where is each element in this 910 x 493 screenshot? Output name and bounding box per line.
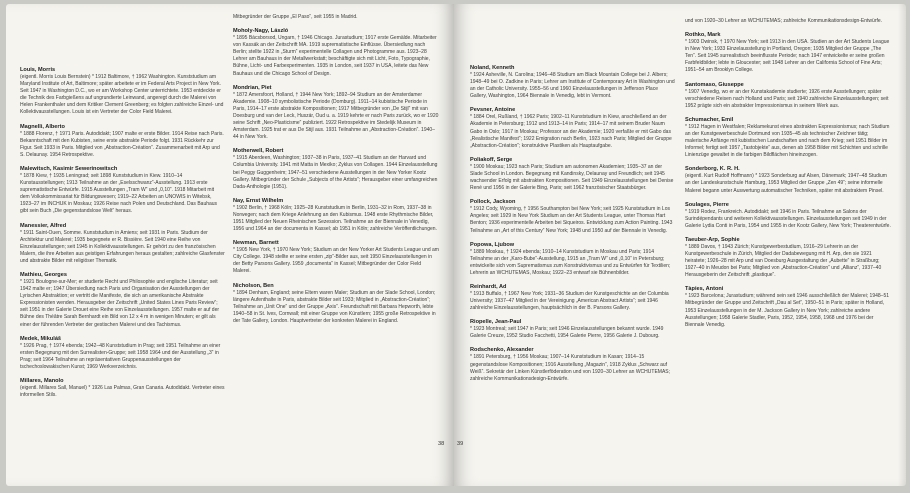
entry-text: * 1900 Moskau; 1923 nach Paris; Studium am autonomen Akademien; 1935–37 an der Slade School in London. Begegnung mit Kandinsky, Delaunay und Freundlich; seit 1945 wachsender Erfolg mit abstrakten Kompositionen. Seit 1949 Einzelausstellungen bei Denise René und 1956 in der Galerie Bing, Paris; seit 1962 französischer Staatsbürger. (470, 163, 674, 192)
entry-name: Taeuber-Arp, Sophie (685, 236, 740, 243)
book-spread (6, 4, 906, 486)
entry-text: * 1889 Moskau, † 1924 ebenda; 1910–14 Kunststudium in Moskau und Paris; 1914 Teilnahme an der „Karo-Bube“-Ausstellung, 1915 an „Tram W“ und „0,10“ in Petersburg; entwickelte sich vom Suprematismus zum Konstruktivismus und zu Entwürfen für Textilien; Lehrerin an WCHUTEMAS, Moskau; 1922–23 entwarf sie Bühnenbilder. (470, 248, 671, 276)
entry (20, 335, 225, 371)
entry-text: * 1902 Berlin, † 1968 Köln; 1925–28 Kunststudium in Berlin, 1931–32 in Rom, 1937–38 in Norwegen; nach dem Kriege Anlehnung an den Kubismus. 1948 erste Rhythmische Bilder, 1951 Mitglied der Neuen Rheinischen Sezession. Teilnahme an der Biennale in Venedig, 1956 und 1964 an der documenta in Kassel; ab 1951 in Köln; zahlreiche Veröffentlichungen. (233, 204, 437, 233)
entry-name: Malewitsch, Kasimir Sewerinowitsch (20, 165, 118, 172)
entry-text: und von 1920–30 Lehrer an WCHUTEMAS; zahlreiche Kommunikationsdesign-Entwürfe. (685, 18, 883, 24)
entry-text: * 1894 Denham, England; seine Eltern waren Maler; Studium an der Slade School, London; längere Aufenthalte in Paris, abstrakte Bilder seit 1933; Mitglied in „Abstraction-Création“; Teilnahme an „Unit One“ und der Gruppe „Axis“. Freundschaft mit Barbara Hepworth, lebte 1940–58 in St. Ives, Cornwall; mit einer Gruppe von Künstlern; 1955 große Retrospektive in der Tate Gallery, London. Hauptvertreter der konkreten Malerei in England. (233, 289, 436, 324)
entry (233, 27, 439, 78)
entry-text: * 1884 Orel, Rußland, † 1962 Paris; 1902–11 Kunststudium in Kiew, anschließend an der Akademie in Petersburg; 1912 und 1913–14 in Paris; 1914–17 mit seinem Bruder Naum Gabo in Oslo; 1917 in Moskau; Professor an der Akademie; 1920 verfaßte er mit Gabo das „Realistische Manifest“; 1922 Emigration nach Berlin, 1923 nach Paris; Mitglied der Gruppe „Abstraction-Création“; konstruktive Plastiken als Hauptaufgabe. (470, 114, 672, 149)
entry-name: Soulages, Pierre (685, 201, 729, 208)
page-number-left: 38 (438, 441, 445, 447)
entry-text: * 1888 Florenz, † 1971 Paris. Autodidakt; 1907 malte er erste Bilder. 1914 Reise nach Paris. Bekanntschaft mit den Kubisten, seine erste abstrakte Periode folgt. 1931 Rückkehr zur Figur. Seit 1933 in Paris. Mitglied von „Abstraction-Création“. Zusammenarbeit mit Arp und S. Delaunay. 1954 Retrospektive. (20, 130, 224, 158)
entry-name: Moholy-Nagy, László (233, 28, 289, 35)
entry-name: Pevsner, Antoine (470, 107, 516, 114)
entry-text: * 1912 Hagen in Westfalen; Reklamekunst eines abstrakten Expressionismus; nach Studium an der Kunstgewerbeschule Dortmund von 1935–45 als technischer Zeichner tätig; malerische Anfänge mit kubistischen Landschaften und nach dem Krieg; seit 1951 Bilder im Informel; fertigt seit 1957 „Tastobjekte“ aus, denen ab 1958 Bilder mit Schichten und schrille Linienzüge gewaltet in die farbigen Bildflächen hineinzogen. (685, 123, 890, 159)
entry (685, 236, 892, 279)
entry (685, 81, 892, 110)
entry (20, 123, 225, 159)
entry-name: Motherwell, Robert (233, 148, 284, 155)
text-column-1 (20, 66, 225, 486)
entry-text: * 1923 Barcelona; Jurastudium; während sein seit 1946 ausschließlich der Malerei; 1948–51 Mitbegründer der Gruppe und Zeitschrift „Dau al Set“, 1950–51 in Paris; später in Holland, 1953 Einzelausstellungen in der M. Jackson Gallery in New York; zahlreiche andere Ausstellungen; 1958 Galerie Stadler, Paris, 1952, 1954, 1958, 1968 und 1976 bei der Biennale Venedig. (685, 293, 890, 328)
entry-name: Schumacher, Emil (685, 116, 734, 123)
entry-text: * 1923 Montreal; seit 1947 in Paris; seit 1946 Einzelausstellungen bekannt wurde. 1949 Galerie Creuze, 1952 Studio Facchetti, 1954 Galerie Pierre, 1956 Galerie J. Dubourg. (470, 326, 664, 340)
entry (20, 377, 225, 399)
entry-name: Noland, Kenneth (470, 65, 515, 71)
entry (233, 239, 439, 275)
text-column-2 (233, 14, 439, 486)
entry (233, 14, 439, 21)
entry-name: Mondrian, Piet (233, 84, 272, 91)
entry-name: Rothko, Mark (685, 32, 721, 39)
entry-text: * 1913 Buffalo, † 1967 New York; 1931–36 Studium der Kunstgeschichte an der Columbia University; 1937–47 Mitglied in der Vereinigung „American Abstract Artists“; seit 1946 zahlreiche Einzelausstellungen, hauptsächlich in der B. Parsons Gallery. (470, 290, 669, 312)
entry-text: (eigentl. Morris Louis Bernstein) * 1912 Baltimore, † 1962 Washington. Kunststudium am Maryland Institute of Art, Baltimore; später arbeitete er im Federal Arts Project in New York. Seit 1947 in Washington D.C., wo er am Workshop Center unterrichtete. 1953 entdeckte er die Technik des Farbgießens auf ungrundierte Leinwand, angeregt durch die Malerei von Helen Frankenthaler und dem Kritiker Clement Greenberg; es folgten zahlreiche Einzel- und Kollektivausstellungen. Louis ist ein Vertreter der Color Field Malerei. (20, 74, 224, 116)
entry (233, 282, 439, 325)
entry-name: Magnelli, Alberto (20, 123, 65, 130)
entry-name: Poliakoff, Serge (470, 156, 513, 163)
entry-text: * 1872 Amersfoort, Holland, † 1944 New York; 1892–94 Studium an der Amsterdamer Akademie. 1908–10 symbolistische Periode (Domburg). 1911–14 kubistische Periode in Paris, 1914–17 erste abstrakte Kompositionen; 1917 Mitbegründer von „De Stijl“ mit van Doesburg und van der Leck, Huszár, Oud u. a. 1919 kehrte er nach Paris zurück, wo er 1920 seine Schrift „Neo-Plasticisme“ publiziert. 1922 Retrospektive im Stedelijk Museum in Amsterdam. 1925 trat er aus De Stijl aus. 1931 Teilnahme an „Abstraction-Création“. 1940–44 in New York. (233, 91, 439, 141)
entry-name: Tàpies, Antoni (685, 286, 724, 293)
entry-text: * 1903 Dwinsk, † 1970 New York; seit 1913 in den USA. Studien an der Art Students League in New York; 1933 Einzelausstellung in Portland, Oregon; 1935 Mitglied der Gruppe „The Ten“. Seit 1945 surrealistisch beeinflusste Periode; nach 1947 entwickelte er seine großen Farbfeldbilder; lebte in Gloucester; seit 1948 Lehrer an der California School of Fine Arts; 1951–54 am Brooklyn College. (685, 39, 890, 74)
right-page (454, 4, 906, 486)
entry (470, 156, 676, 192)
entry-text: (eigentl. Millares Sall, Manuel) * 1926 Las Palmas, Gran Canaria. Autodidakt. Vertreter eines informellen Stils. (20, 385, 225, 399)
entry-text: * 1907 Venedig, wo er an der Kunstakademie studierte; 1926 erste Ausstellungen; später verschiedene Reisen nach Holland und Paris; seit 1940 zahlreiche Einzelausstellungen; seit 1952 prägte sich ein abstrakter Impressionismus in seinem Werk aus. (685, 88, 889, 109)
entry-text: * 1889 Davos, † 1943 Zürich; Kunstgewerbestudium, 1916–29 Lehrerin an der Kunstgewerbeschule in Zürich, Mitglied der Dadabewegung mit H. Arp, den sie 1921 heiratete; 1926–28 mit Arp und van Doesburg Ausgestaltung der „Aubette“ in Straßburg; 1927–40 in Meudon bei Paris; Mitglied von „Abstraction-Création“ und „Allianz“, 1937–40 Herausgeberin der Zeitschrift „plastique“. (685, 243, 882, 279)
entry (685, 31, 892, 74)
entry-name: Nicholson, Ben (233, 282, 274, 289)
entry (470, 198, 676, 234)
entry-text: * 1919 Rodez, Frankreich. Autodidakt; seit 1946 in Paris. Teilnahme an Salons der Surindépendants und weiteren Kollektivausstellungen. Einzelausstellungen seit 1949 in der Galerie Lydia Conti in Paris, 1954 und 1955 in der Kootz Gallery, New York; Theaterentwürfe. (685, 208, 891, 229)
entry-name: Manessier, Alfred (20, 222, 67, 229)
entry-name: Rodschenko, Alexander (470, 347, 534, 354)
entry (685, 285, 892, 328)
entry-name: Sonderborg, K. R. H. (685, 166, 740, 173)
entry-text: * 1905 New York, † 1970 New York; Studium an der New Yorker Art Students League und am City College. 1948 stellte er seine ersten „zip“-Bilder aus, seit 1950 Einzelausstellungen in der Betty Parsons Gallery. 1959 „documenta“ in Kassel; Mitbegründer der Color Field Malerei. (233, 247, 439, 275)
entry (20, 66, 225, 117)
entry-name: Riopelle, Jean-Paul (470, 319, 522, 326)
entry-name: Santomaso, Giuseppe (685, 81, 744, 88)
entry-text: * 1911 Saint-Ouen, Somme. Kunststudium in Amiens; seit 1931 in Paris. Studium der Architektur und Malerei; 1935 begegnete er R. Bissière. Seit 1940 eine Reihe von Einzelausstellungen; seit 1945 in Kollektivausstellungen. Er gehört zu den französischen Malern, die ihre Arbeiten aus geistigen Erfahrungen heraus gestalten; zahlreiche Glasfenster und abstrakte Bilder mit religiöser Thematik. (20, 229, 225, 264)
entry (685, 201, 892, 230)
entry (470, 283, 676, 312)
entry-text: * 1895 Bácsborsod, Ungarn, † 1946 Chicago. Jurastudium; 1917 erste Gemälde. Mitarbeiter von Kassák an der Zeitschrift MA. 1919 suprematistische Einflüsse. Übersiedlung nach Berlin; stellte 1922 in „Sturm“ experimentelle Collagen und Photogramme aus. 1923–28 Lehrer am Bauhaus in der Metallwerkstatt; beschäftigte sich mit Licht, Foto, Typographie, Bühne, Licht- und Farbexperimenten. 1935 in London, seit 1937 in USA, leitete das New Bauhaus und die Chicago School of Design. (233, 35, 437, 77)
entry (470, 318, 676, 340)
entry-text: * 1924 Asheville, N. Carolina; 1946–48 Studium am Black Mountain College bei J. Albers; 1948–49 bei O. Zadkine in Paris; Lehrer am Institute of Contemporary Art in Washington und an der Catholic University. 1955–56 und 1960 Einzelausstellungen in Jefferson Place Gallery, Washington, 1964 Biennale in Venedig, lebt in Vermont. (470, 72, 675, 100)
entry-text: * 1926 Prag, † 1974 ebenda; 1942–48 Kunststudium in Prag; seit 1951 Teilnahme an einer ersten Begegnung mit den Surrealisten-Gruppe; seit 1958 1964 und der Ausstellung „3“ in Prag; seit 1964 Teilnahme an repräsentativen Gruppenausstellungen der tschechoslowakischen Kunst; 1969 Werkverzeichnis. (20, 342, 221, 370)
text-column-4 (685, 18, 892, 486)
entry (470, 346, 676, 382)
entry-name: Mathieu, Georges (20, 271, 67, 278)
entry-name: Nay, Ernst Wilhelm (233, 197, 284, 204)
entry-text: * 1912 Cody, Wyoming, † 1956 Southampton bei New York; seit 1925 Kunststudium in Los Angeles; seit 1929 in New York Studium an der Art Students League, unter Thomas Hart Benton; 1936 experimentelle Arbeiten bei Siqueiros. Entwicklung zum Action Painting. 1943 Teilnahme an „Art of this Century“ New York; 1948 und 1950 auf der Biennale in Venedig. (470, 206, 673, 234)
entry (233, 197, 439, 233)
page-number-right: 39 (457, 441, 464, 447)
entry-text: * 1915 Aberdeen, Washington; 1937–38 in Paris, 1937–41 Studium an der Harvard und Columbia University. 1941 mit Matta in Mexiko; Zyklus von Collagen. 1944 Einzelausstellung bei Peggy Guggenheim; 1947–51 verschiedene Ausstellungen in der New Yorker Kootz Gallery. Mitbegründer der Schule „Subjects of the Artists“; Herausgeber einer umfangreichen Dada-Anthologie (1951). (233, 155, 438, 190)
entry-text: * 1878 Kiew, † 1935 Leningrad; seit 1898 Kunststudium in Kiew. 1910–14 Kunstausstellungen; 1913 Teilnahme an der „Eselsschwanz“-Ausstellung. 1913 erste suprematistische Entwürfe. 1915 Ausstellungen „Tram W“ und „0,10“. 1918 Mitarbeit mit dem Volkskommissariat für Bildungswesen; 1919–22 Arbeiten an UNOWIS in Witebsk, 1923–27 im INCHUK in Moskau; 1926 Reise nach Polen und Deutschland. Das Bauhaus gibt sein Buch „Die gegenstandslose Welt“ heraus. (20, 172, 218, 215)
entry (233, 147, 439, 190)
entry (20, 222, 225, 265)
entry (685, 18, 892, 25)
entry (20, 165, 225, 216)
entry (233, 84, 439, 142)
left-page (6, 4, 454, 486)
entry-name: Newman, Barnett (233, 240, 279, 247)
entry-name: Louis, Morris (20, 67, 56, 73)
entry-text: * 1921 Boulogne-sur-Mer; er studierte Recht und Philosophie und englische Literatur; seit 1942 malte er; 1947 Übersiedlung nach Paris und Organisation der Ausstellungen der Lyrischen Abstraktion; er vertritt die Manifeste, die sich an amerikanische Abstrakte Expressionisten wenden. Herausgeber der Zeitschrift „United States Lines Paris Review“; seit 1951 in der Galerie Drouet eine Reihe von Einzelausstellungen. 1957 malte er auf der Bühne des Théâtre Sarah Bernhardt ein Bild von 12 x 4 m in wenigen Minuten; er gilt als einer der führenden Vertreter der gestischen Malerei und des Tachismus. (20, 278, 220, 328)
entry (470, 106, 676, 149)
entry-name: Millares, Manolo (20, 378, 64, 384)
entry (470, 64, 676, 100)
entry-name: Medek, Mikuláš (20, 335, 62, 342)
entry-name: Pollock, Jackson (470, 199, 516, 206)
entry-text: (eigentl. Kurt Rudolf Hoffmann) * 1923 Sonderburg auf Alsen, Dänemark; 1947–48 Studium an der Landeskunstschule Hamburg, 1953 Mitglied der Gruppe „Zen 49“; seine informelle Malerei begann unter Auswertung automatischer Techniken, später mit abstraktem Pinsel. (685, 173, 887, 194)
entry (685, 165, 892, 194)
entry (685, 116, 892, 159)
entry (20, 271, 225, 329)
entry-name: Reinhardt, Ad (470, 283, 507, 290)
entry-text: * 1891 Petersburg, † 1956 Moskau; 1907–14 Kunststudium in Kasan; 1914–15 gegenstandslose Kompositionen; 1916 Ausstellung „Magazin“, 1918 Zyklus „Schwarz auf Weiß“. Sekretär der Linken Künstlerföderation und von 1920–30 Lehrer an WCHUTEMAS; zahlreiche Kommunikationsdesign-Entwürfe. (470, 354, 671, 382)
text-column-3 (470, 64, 676, 486)
entry-name: Popowa, Ljubow (470, 241, 515, 248)
entry (470, 241, 676, 277)
entry-text: Mitbegründer der Gruppe „El Paso“, seit 1955 in Madrid. (233, 14, 358, 20)
